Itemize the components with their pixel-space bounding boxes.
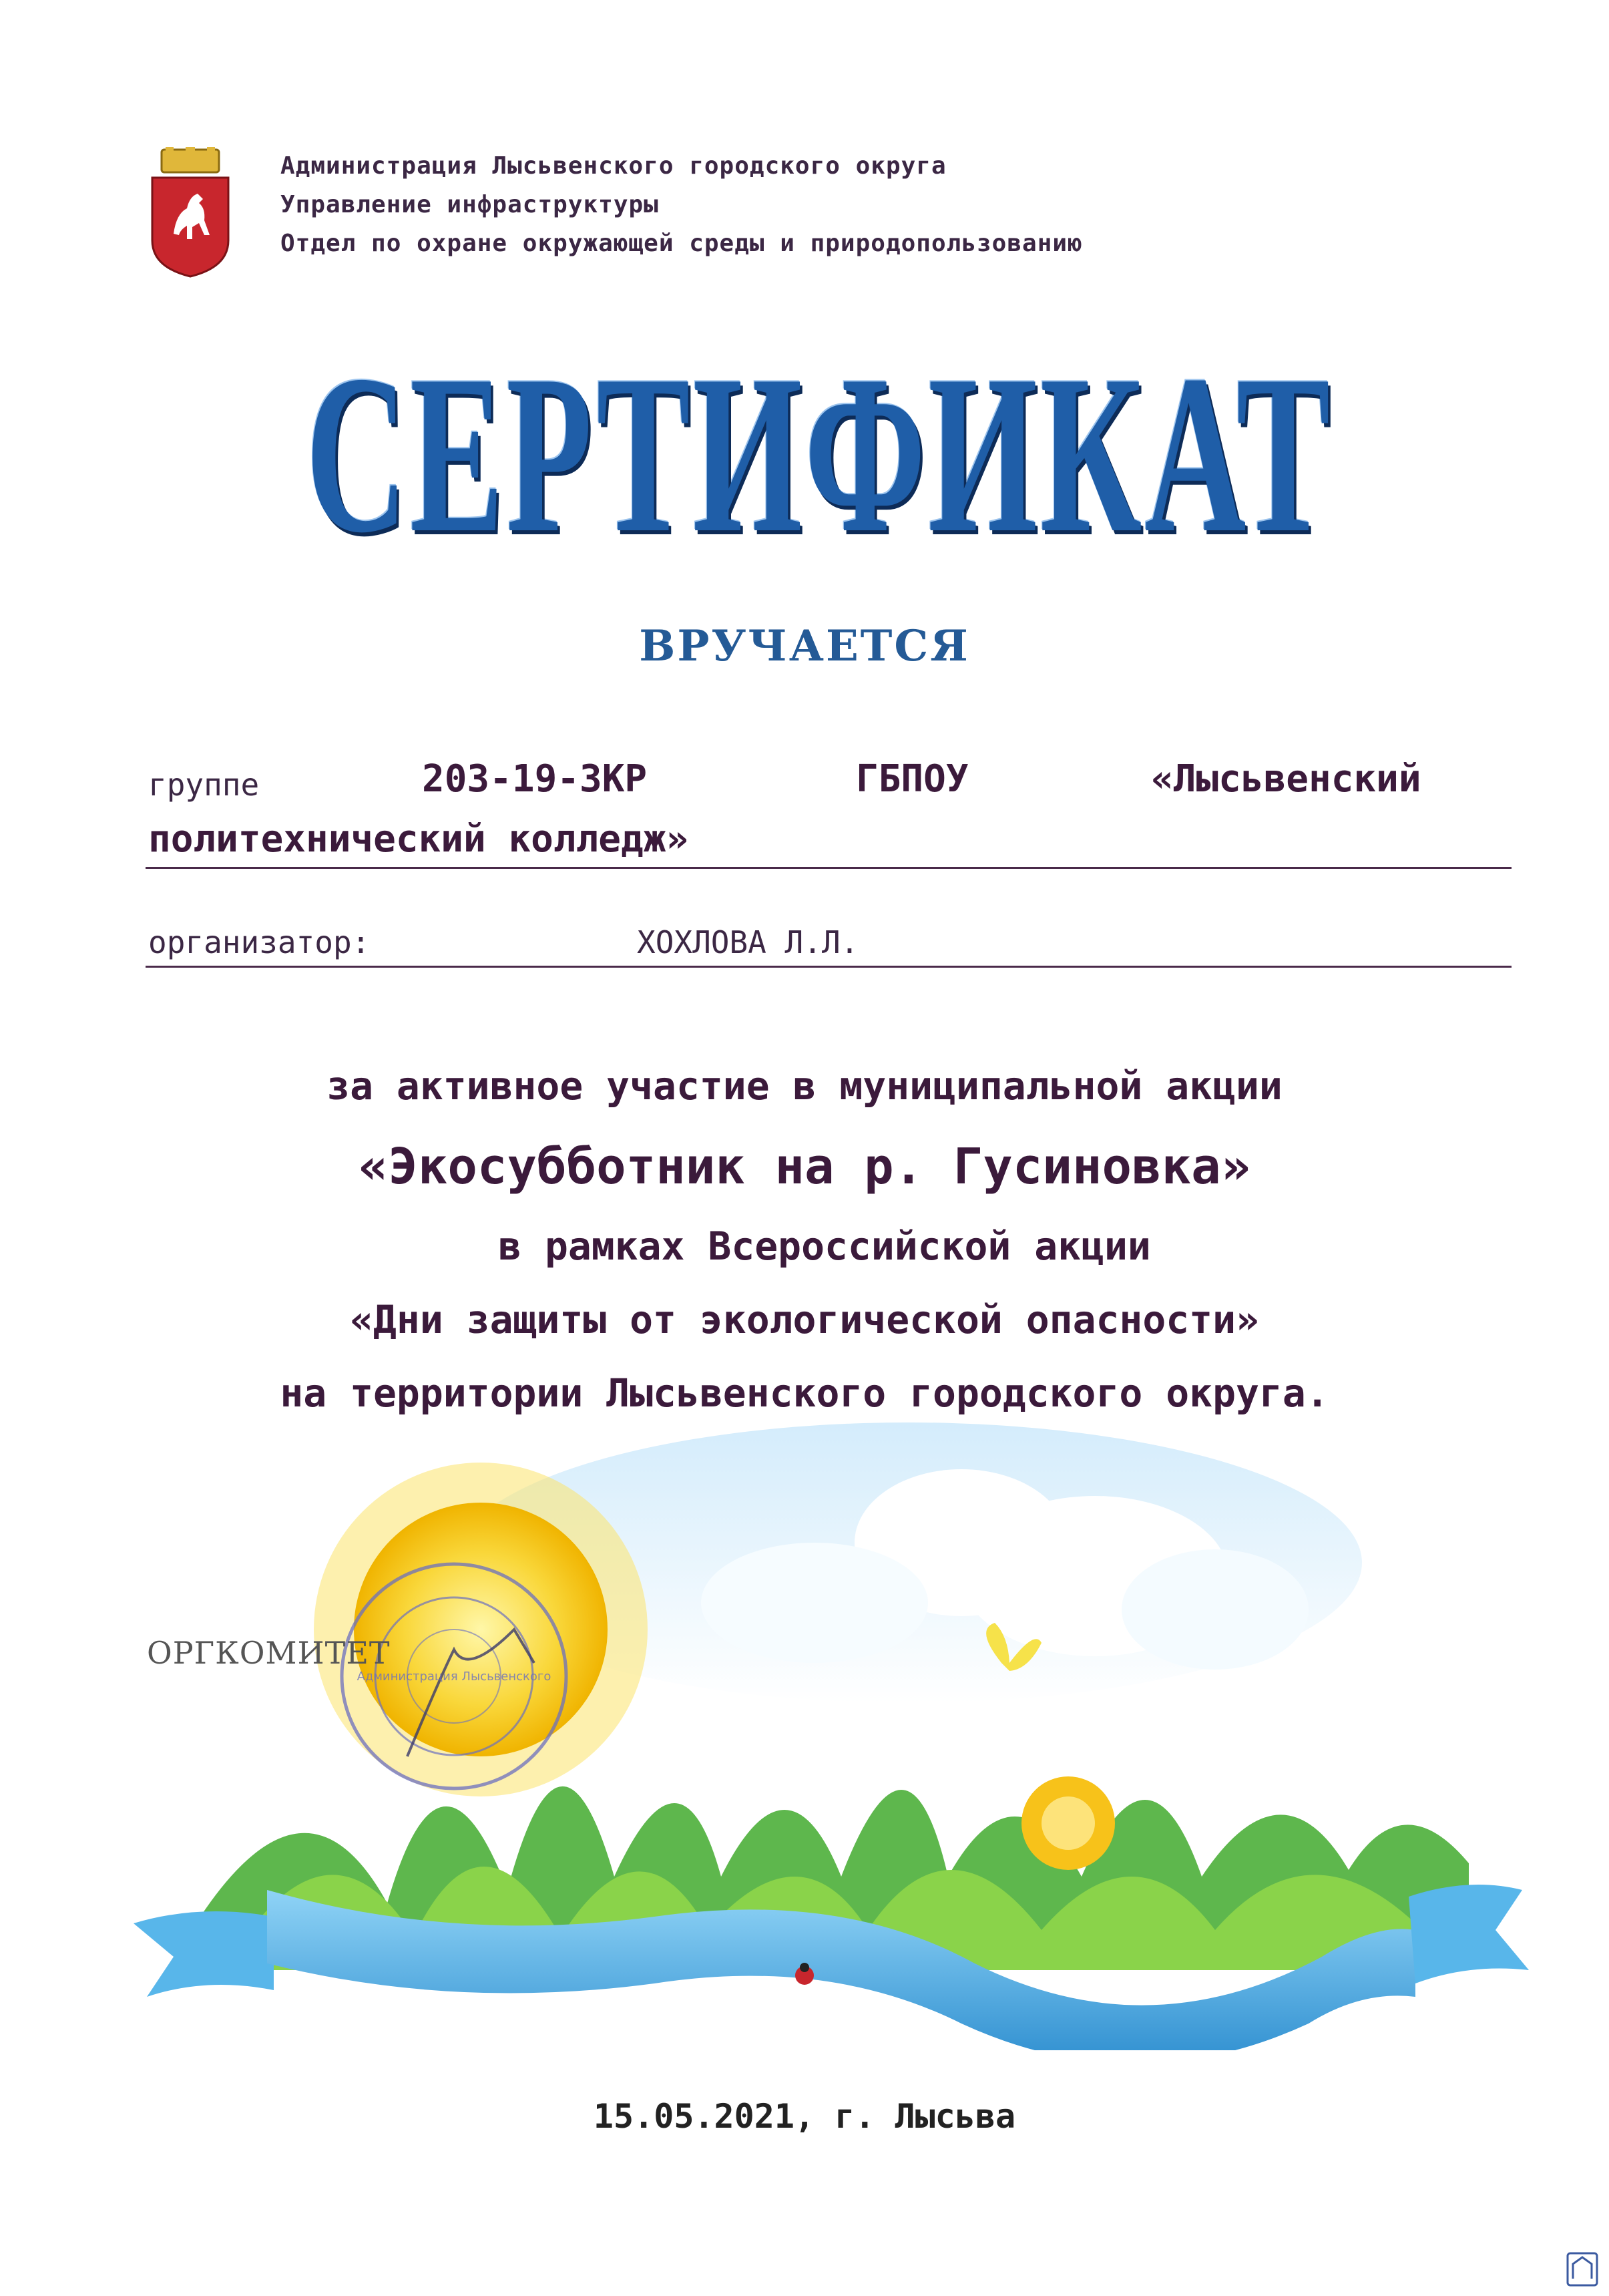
- reason-line-3: в рамках Всероссийской акции: [498, 1223, 1151, 1269]
- recipient-institution-type: ГБПОУ: [856, 757, 969, 801]
- watermark-logo-icon: [1566, 2252, 1598, 2287]
- reason-line-4: «Дни защиты от экологической опасности»: [350, 1297, 1259, 1342]
- organizer-label: организатор:: [148, 924, 371, 960]
- reason-event-name: «Экосубботник на р. Гусиновка»: [358, 1138, 1251, 1195]
- organizer-underline: [146, 966, 1512, 968]
- coat-of-arms-icon: [148, 147, 232, 278]
- recipient-group: 203-19-ЗКР: [422, 757, 648, 801]
- header-line-department: Управление инфраструктуры: [280, 191, 659, 218]
- recipient-college-name: «Лысьвенский: [1151, 757, 1421, 801]
- organizer-name: ХОХЛОВА Л.Л.: [637, 924, 859, 960]
- issue-date-place: 15.05.2021, г. Лысьва: [593, 2097, 1016, 2136]
- reason-line-1: за активное участие в муниципальной акции: [326, 1063, 1283, 1109]
- official-seal: [294, 1556, 614, 1796]
- header-line-division: Отдел по охране окружающей среды и природопользованию: [280, 230, 1083, 257]
- header-line-administration: Администрация Лысьвенского городского округа: [280, 152, 947, 180]
- organizing-committee-label: ОРГКОМИТЕТ: [147, 1635, 391, 1671]
- seal-text: Администрация Лысьвенского: [357, 1670, 551, 1684]
- reason-line-5: на территории Лысьвенского городского округа.: [280, 1370, 1329, 1416]
- awarded-heading: ВРУЧАЕТСЯ: [639, 621, 970, 671]
- recipient-underline: [146, 867, 1512, 869]
- recipient-college-name-cont: политехнический колледж»: [148, 817, 689, 861]
- certificate-title: СЕРТИФИКАТ: [305, 328, 1333, 580]
- recipient-label: группе: [148, 767, 260, 803]
